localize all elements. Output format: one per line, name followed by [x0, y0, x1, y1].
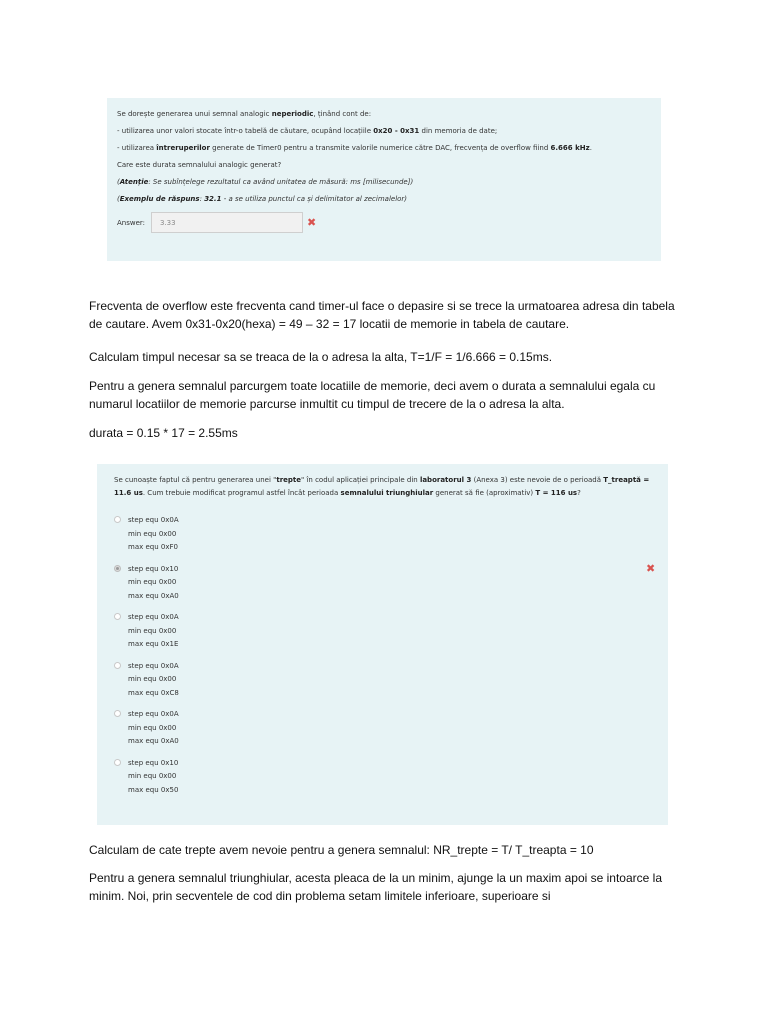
option-code-line: min equ 0x00 — [128, 772, 177, 780]
paragraph-overflow-explanation: Frecventa de overflow este frecventa cand timer-ul face o depasire si se trece la urmatoarea adresa din tabela de cautare. Avem 0x31-0x20(hexa) = 49 – 32 = 17 locatii de memorie in tabela de cautare. — [89, 299, 675, 331]
option-code-line: step equ 0x0A — [128, 613, 179, 621]
question-1-line — [117, 144, 651, 152]
incorrect-icon: ✖ — [646, 561, 656, 575]
text-fragment: : Se subînțelege rezultatul ca având unitatea de măsură: ms [milisecunde]) — [148, 178, 414, 186]
text-fragment: generat să fie (aproximativ) — [433, 489, 536, 497]
question-1-panel — [107, 98, 661, 261]
option-code-line: max equ 0xF0 — [128, 543, 178, 551]
option-code-line: step equ 0x0A — [128, 710, 179, 718]
bold-text: întreruperilor — [156, 144, 210, 152]
paragraph-steps-calculation: Calculam de cate trepte avem nevoie pentru a genera semnalul: NR_trepte = T/ T_treapta = 10 — [89, 843, 594, 857]
bold-text: Exemplu de răspuns — [119, 195, 200, 203]
bold-text: T = 116 us — [535, 489, 578, 497]
text-fragment: Se cunoaște faptul că pentru generarea unei " — [114, 476, 277, 484]
question-2-text — [114, 474, 650, 500]
paragraph-duration-result: durata = 0.15 * 17 = 2.55ms — [89, 426, 238, 440]
text-fragment: : — [199, 195, 205, 203]
answer-input[interactable] — [151, 212, 303, 233]
option-code-line: min equ 0x00 — [128, 626, 177, 635]
answer-option[interactable] — [114, 708, 650, 749]
option-code-line: min equ 0x00 — [128, 675, 177, 683]
option-label — [128, 708, 179, 749]
option-code-line: step equ 0x10 — [128, 758, 179, 767]
radio-button[interactable] — [114, 516, 121, 523]
paragraph-triangular-signal: Pentru a genera semnalul triunghiular, acesta pleaca de la un minim, ajunge la un maxim apoi se intoarce la minim. Noi, prin secventele de cod din problema setam limitele inferioare, superioare si — [89, 871, 662, 903]
text-fragment: - utilizarea unor valori stocate într-o tabelă de căutare, ocupând locațiile — [117, 127, 374, 135]
bold-text: laboratorul 3 — [419, 476, 472, 484]
question-1-line — [117, 161, 651, 169]
bold-text: neperiodic — [271, 110, 314, 118]
question-2-panel — [97, 464, 668, 825]
question-1-line — [117, 178, 651, 186]
radio-button[interactable] — [114, 759, 121, 766]
radio-button[interactable] — [114, 565, 121, 572]
text-fragment: (Anexa 3) este nevoie de o perioadă — [471, 476, 604, 484]
answer-label: Answer: — [117, 218, 146, 227]
question-1-text — [117, 110, 651, 203]
text-fragment: ( — [117, 195, 120, 203]
text-fragment: . Cum trebuie modificat programul astfel încât perioada — [142, 489, 341, 497]
answer-option[interactable] — [114, 660, 650, 701]
text-fragment: - a se utiliza punctul ca și delimitator al zecimalelor) — [221, 195, 408, 203]
bold-text: 0x20 - 0x31 — [373, 127, 420, 135]
text-fragment: Care este durata semnalului analogic generat? — [117, 161, 282, 169]
option-code-line: min equ 0x00 — [128, 529, 177, 538]
answer-option[interactable] — [114, 514, 650, 555]
option-code-line: max equ 0x50 — [128, 785, 179, 794]
bold-text: 32.1 — [204, 195, 222, 203]
option-code-line: max equ 0x1E — [128, 640, 179, 648]
text-fragment: , ținând cont de: — [313, 110, 372, 118]
option-code-line: max equ 0xA0 — [128, 737, 179, 745]
bold-text: 6.666 kHz — [550, 144, 590, 152]
radio-button[interactable] — [114, 613, 121, 620]
paragraph-signal-duration: Pentru a genera semnalul parcurgem toate locatiile de memorie, deci avem o durata a semnalului egala cu numarul locatiilor de memorie parcurse inmultit cu timpul de trecere de la o adresa la alta. — [89, 379, 656, 411]
answer-option[interactable] — [114, 757, 650, 798]
bold-text: Atenție — [119, 178, 149, 186]
question-1-line — [117, 195, 651, 203]
text-fragment: " în codul aplicației principale din — [301, 476, 420, 484]
option-code-line: max equ 0xA0 — [128, 591, 179, 600]
answer-options — [114, 514, 656, 797]
answer-row — [117, 212, 651, 233]
option-label — [128, 660, 179, 701]
bold-text: T_treaptă = 11.6 us — [114, 476, 650, 497]
bold-text: semnalului triunghiular — [340, 489, 434, 497]
option-code-line: min equ 0x00 — [128, 723, 177, 732]
radio-button[interactable] — [114, 662, 121, 669]
option-code-line: step equ 0x0A — [128, 661, 179, 670]
text-fragment: - utilizarea — [117, 144, 157, 152]
bold-text: trepte — [276, 476, 302, 484]
paragraph-period-calculation: Calculam timpul necesar sa se treaca de la o adresa la alta, T=1/F = 1/6.666 = 0.15ms. — [89, 350, 553, 364]
question-1-line — [117, 110, 651, 118]
option-code-line: min equ 0x00 — [128, 578, 177, 586]
text-fragment: . — [589, 144, 592, 152]
option-label — [128, 514, 179, 555]
option-code-line: max equ 0xC8 — [128, 688, 179, 697]
text-fragment: din memoria de date; — [419, 127, 498, 135]
answer-option[interactable] — [114, 561, 656, 604]
option-label — [128, 757, 178, 798]
text-fragment: Se dorește generarea unui semnal analogic — [117, 110, 272, 118]
incorrect-icon: ✖ — [307, 216, 317, 229]
answer-option[interactable] — [114, 611, 650, 652]
question-1-line — [117, 127, 651, 135]
text-fragment: ( — [117, 178, 120, 186]
option-label — [128, 611, 179, 652]
option-code-line: step equ 0x0A — [128, 516, 179, 524]
text-fragment: ? — [577, 489, 581, 497]
text-fragment: generate de Timer0 pentru a transmite valorile numerice către DAC, frecvența de overflow fiind — [209, 144, 551, 152]
option-code-line: step equ 0x10 — [128, 564, 179, 573]
option-label — [128, 563, 179, 604]
radio-button[interactable] — [114, 710, 121, 717]
